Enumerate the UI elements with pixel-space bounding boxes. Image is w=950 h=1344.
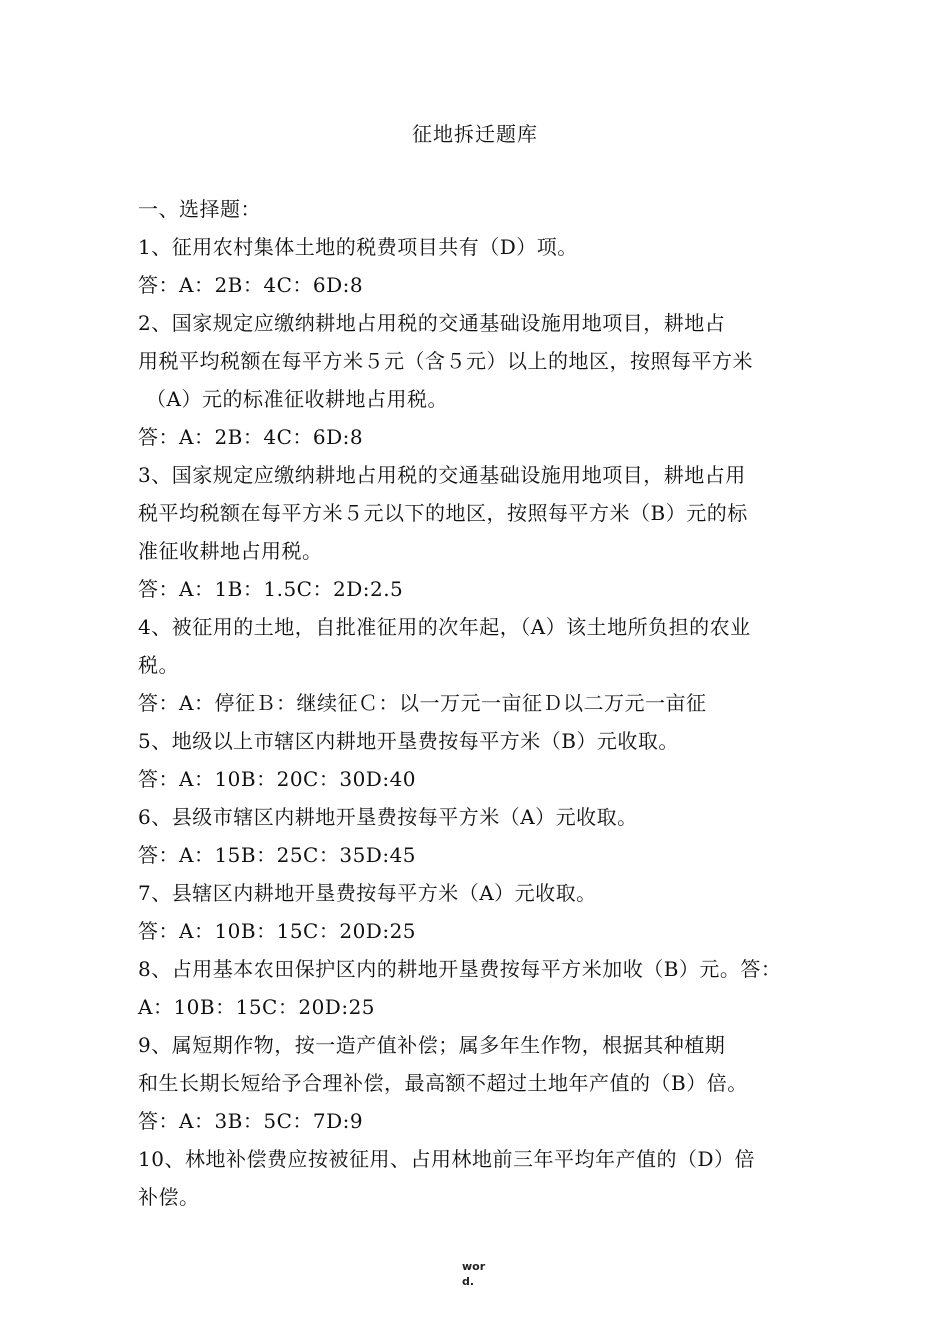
question-line: 3、国家规定应缴纳耕地占用税的交通基础设施用地项目，耕地占用 <box>138 463 746 487</box>
answer-line: 答：A：3B：5C：7D:9 <box>138 1109 364 1133</box>
answer-line: 答：A：2B：4C：6D:8 <box>138 425 364 449</box>
question-line: 6、县级市辖区内耕地开垦费按每平方米（A）元收取。 <box>138 805 638 829</box>
question-line: 用税平均税额在每平方米５元（含５元）以上的地区，按照每平方米 <box>138 349 753 373</box>
answer-line: A：10B：15C：20D:25 <box>138 995 376 1019</box>
answer-line: 答：A：10B：15C：20D:25 <box>138 919 417 943</box>
question-line: 9、属短期作物，按一造产值补偿；属多年生作物，根据其种植期 <box>138 1033 726 1057</box>
question-line: 补偿。 <box>138 1185 200 1209</box>
question-line: 准征收耕地占用税。 <box>138 539 323 563</box>
answer-line: 答：A：1B：1.5C：2D:2.5 <box>138 577 404 601</box>
question-line: 税。 <box>138 653 179 677</box>
question-line: 7、县辖区内耕地开垦费按每平方米（A）元收取。 <box>138 881 597 905</box>
footer-line: d. <box>462 1275 475 1288</box>
question-line: （A）元的标准征收耕地占用税。 <box>146 387 448 411</box>
question-line: 2、国家规定应缴纳耕地占用税的交通基础设施用地项目，耕地占 <box>138 311 726 335</box>
answer-line: 答：A：15B：25C：35D:45 <box>138 843 417 867</box>
document-title: 征地拆迁题库 <box>412 122 538 146</box>
answer-line: 答：A：10B：20C：30D:40 <box>138 767 417 791</box>
question-line: 1、征用农村集体土地的税费项目共有（D）项。 <box>138 235 578 259</box>
page-footer <box>462 1259 485 1289</box>
answer-line: 答：A：停征Ｂ：继续征Ｃ：以一万元一亩征Ｄ以二万元一亩征 <box>138 691 707 715</box>
section-heading: 一、选择题： <box>138 197 261 221</box>
question-line: 10、林地补偿费应按被征用、占用林地前三年平均年产值的（D）倍 <box>138 1147 755 1171</box>
footer-line: wor <box>462 1260 486 1273</box>
question-line: 和生长期长短给予合理补偿，最高额不超过土地年产值的（B）倍。 <box>138 1071 748 1095</box>
question-line: 8、占用基本农田保护区内的耕地开垦费按每平方米加收（B）元。答： <box>138 957 782 981</box>
answer-line: 答：A：2B：4C：6D:8 <box>138 273 364 297</box>
question-line: 4、被征用的土地，自批准征用的次年起，（A）该土地所负担的农业 <box>138 615 751 639</box>
question-line: 5、地级以上市辖区内耕地开垦费按每平方米（B）元收取。 <box>138 729 679 753</box>
question-line: 税平均税额在每平方米５元以下的地区，按照每平方米（B）元的标 <box>138 501 748 525</box>
